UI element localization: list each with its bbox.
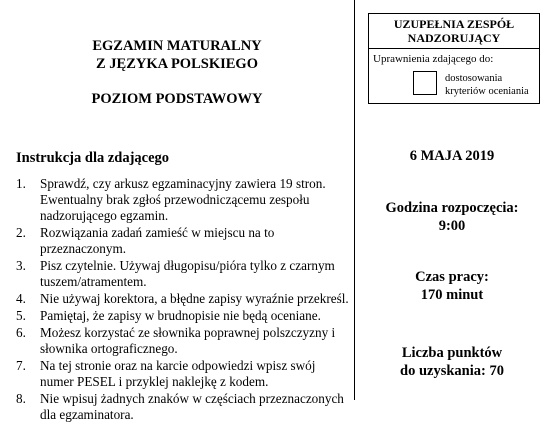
instruction-item bbox=[16, 325, 352, 357]
instruction-number: 8. bbox=[16, 391, 26, 406]
instruction-item bbox=[16, 391, 352, 423]
points-value: do uzyskania: 70 bbox=[400, 363, 504, 379]
adaptation-text bbox=[445, 72, 529, 98]
instruction-item bbox=[16, 358, 352, 390]
points-block bbox=[355, 344, 549, 380]
instruction-number: 2. bbox=[16, 225, 26, 240]
supervisor-box bbox=[368, 13, 540, 104]
supervisor-heading-line2: NADZORUJĄCY bbox=[407, 31, 501, 45]
instruction-number: 4. bbox=[16, 291, 26, 306]
duration-label: Czas pracy: bbox=[415, 269, 489, 285]
instruction-text: Rozwiązania zadań zamieść w miejscu na to przeznaczonym. bbox=[40, 225, 275, 256]
points-label: Liczba punktów bbox=[401, 345, 503, 361]
instruction-text: Na tej stronie oraz na karcie odpowiedzi wpisz swój numer PESEL i przyklej naklejkę z kodem. bbox=[40, 358, 316, 389]
instruction-item bbox=[16, 225, 352, 257]
supervisor-box-heading bbox=[369, 14, 539, 49]
instruction-item bbox=[16, 308, 352, 324]
duration-value: 170 minut bbox=[420, 287, 484, 303]
right-column bbox=[355, 0, 549, 400]
exam-title-line2: Z JĘZYKA POLSKIEGO bbox=[96, 56, 258, 72]
instruction-text: Nie używaj korektora, a błędne zapisy wyraźnie przekreśl. bbox=[40, 291, 349, 306]
instruction-number: 6. bbox=[16, 325, 26, 340]
instruction-number: 5. bbox=[16, 308, 26, 323]
instruction-item bbox=[16, 258, 352, 290]
supervisor-heading-line1: UZUPEŁNIA ZESPÓŁ bbox=[393, 17, 515, 31]
instruction-text: Możesz korzystać ze słownika poprawnej polszczyzny i słownika ortograficznego. bbox=[40, 325, 336, 356]
exam-level: POZIOM PODSTAWOWY bbox=[91, 91, 263, 107]
start-time-block bbox=[355, 199, 549, 235]
adaptation-checkbox[interactable] bbox=[413, 71, 437, 95]
start-time-value: 9:00 bbox=[438, 218, 466, 234]
start-time-label: Godzina rozpoczęcia: bbox=[385, 200, 519, 216]
adaptation-line2: kryteriów oceniania bbox=[445, 86, 529, 97]
instructions-list bbox=[16, 176, 352, 424]
instruction-text: Nie wpisuj żadnych znaków w częściach przeznaczonych dla egzaminatora. bbox=[40, 391, 344, 422]
exam-title-line1: EGZAMIN MATURALNY bbox=[92, 38, 262, 54]
instruction-text: Pamiętaj, że zapisy w brudnopisie nie będą oceniane. bbox=[40, 308, 321, 323]
instructions-heading: Instrukcja dla zdającego bbox=[16, 150, 170, 166]
instruction-text: Pisz czytelnie. Używaj długopisu/pióra tylko z czarnym tuszem/atramentem. bbox=[40, 258, 335, 289]
instruction-item bbox=[16, 176, 352, 224]
instruction-text: Sprawdź, czy arkusz egzaminacyjny zawiera 19 stron. Ewentualny brak zgłoś przewodniczącemu zespołu nadzorującego egzamin. bbox=[40, 176, 326, 223]
instruction-item bbox=[16, 291, 352, 307]
rights-label: Uprawnienia zdającego do: bbox=[373, 53, 494, 65]
instruction-number: 3. bbox=[16, 258, 26, 273]
instruction-number: 1. bbox=[16, 176, 26, 191]
adaptation-line1: dostosowania bbox=[445, 73, 503, 84]
instruction-number: 7. bbox=[16, 358, 26, 373]
exam-date: 6 MAJA 2019 bbox=[409, 148, 495, 164]
duration-block bbox=[355, 268, 549, 304]
